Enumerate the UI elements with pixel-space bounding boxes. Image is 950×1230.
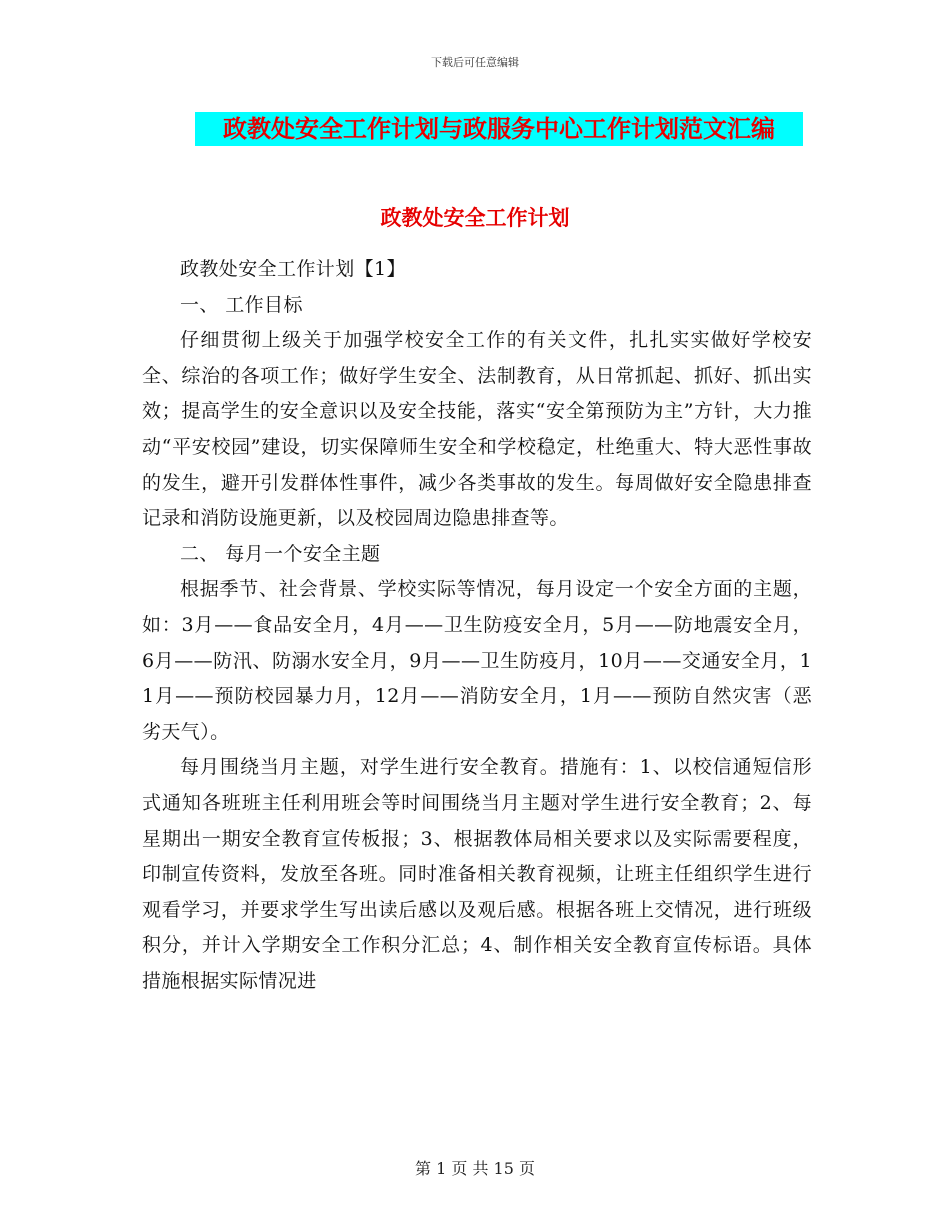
paragraph-monthly-themes: 根据季节、社会背景、学校实际等情况，每月设定一个安全方面的主题，如：3月——食品安全月，4月——卫生防疫安全月，5月——防地震安全月，6月——防汛、防溺水安全月，9月——卫生防疫月，10月——交通安全月，11月——预防校园暴力月，12月——消防安全月，1月——预防自然灾害（恶劣天气）。 bbox=[142, 578, 812, 743]
paragraph-subtitle: 政教处安全工作计划【1】 bbox=[180, 258, 406, 280]
paragraph-goals: 仔细贯彻上级关于加强学校安全工作的有关文件，扎扎实实做好学校安全、综治的各项工作；做好学生安全、法制教育，从日常抓起、抓好、抓出实效；提高学生的安全意识以及安全技能，落实“安全第预防为主”方针，大力推动“平安校园”建设，切实保障师生安全和学校稳定，杜绝重大、特大恶性事故的发生，避开引发群体性事件，减少各类事故的发生。每周做好安全隐患排查记录和消防设施更新，以及校园周边隐患排查等。 bbox=[142, 329, 812, 530]
main-title-highlight bbox=[195, 112, 803, 146]
paragraph-heading-monthly: 二、 每月一个安全主题 bbox=[180, 542, 381, 565]
paragraph-measures: 每月围绕当月主题，对学生进行安全教育。措施有：1、以校信通短信形式通知各班班主任利用班会等时间围绕当月主题对学生进行安全教育；2、每星期出一期安全教育宣传板报；3、根据教体局相关要求以及实际需要程度，印制宣传资料，发放至各班。同时准备相关教育视频，让班主任组织学生进行观看学习，并要求学生写出读后感以及观后感。根据各班上交情况，进行班级积分，并计入学期安全工作积分汇总；4、制作相关安全教育宣传标语。具体措施根据实际情况进 bbox=[142, 756, 812, 992]
page-footer: 第 1 页 共 15 页 bbox=[415, 1159, 535, 1178]
section-title: 政教处安全工作计划 bbox=[380, 206, 570, 230]
document-body bbox=[142, 222, 812, 999]
header-note: 下载后可任意编辑 bbox=[431, 56, 519, 69]
paragraph-heading-goals: 一、 工作目标 bbox=[180, 293, 303, 316]
main-title: 政教处安全工作计划与政服务中心工作计划范文汇编 bbox=[223, 115, 775, 143]
